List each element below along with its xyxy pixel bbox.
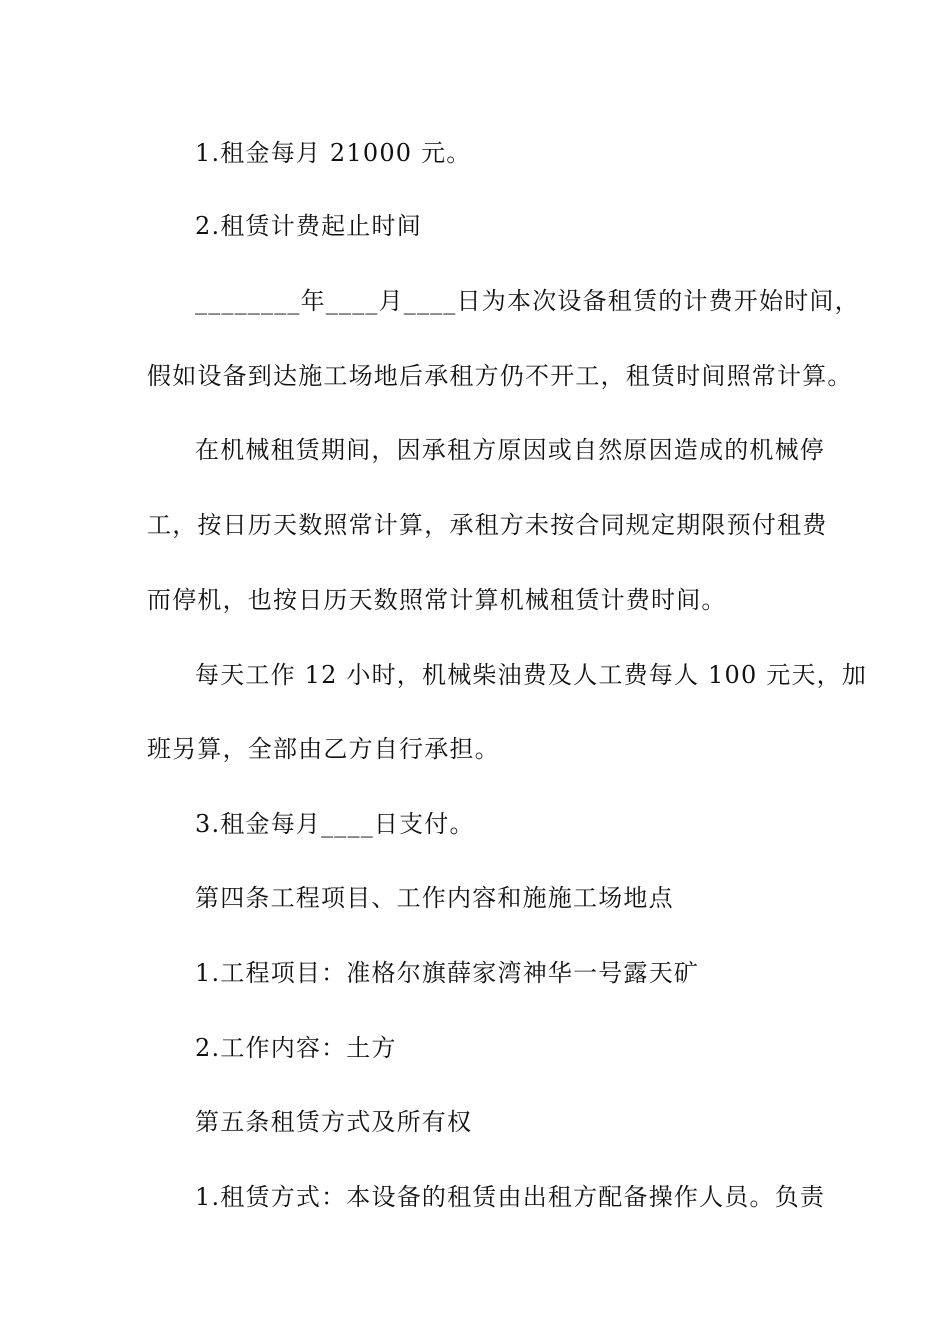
billing-period-heading: 2.租赁计费起止时间 — [195, 212, 422, 240]
lease-method-line: 1.租赁方式：本设备的租赁由出租方配备操作人员。负责 — [195, 1183, 826, 1211]
payment-date-line: 3.租金每月____日支付。 — [195, 810, 475, 838]
billing-start-continuation: 假如设备到达施工场地后承租方仍不开工，租赁时间照常计算。 — [147, 362, 853, 390]
article-five-heading: 第五条租赁方式及所有权 — [195, 1108, 473, 1136]
billing-start-line: ________年____月____日为本次设备租赁的计费开始时间， — [195, 287, 860, 315]
working-hours-line-1: 每天工作 12 小时，机械柴油费及人工费每人 100 元天，加 — [195, 661, 868, 689]
project-name-line: 1.工程项目：准格尔旗薛家湾神华一号露天矿 — [195, 959, 700, 987]
downtime-paragraph-line-3: 而停机，也按日历天数照常计算机械租赁计费时间。 — [147, 586, 727, 614]
work-content-line: 2.工作内容：土方 — [195, 1034, 397, 1062]
article-four-heading: 第四条工程项目、工作内容和施施工场地点 — [195, 884, 674, 912]
downtime-paragraph-line-1: 在机械租赁期间，因承租方原因或自然原因造成的机械停 — [195, 436, 825, 464]
rent-amount-line: 1.租金每月 21000 元。 — [195, 139, 472, 167]
working-hours-line-2: 班另算，全部由乙方自行承担。 — [147, 735, 500, 763]
downtime-paragraph-line-2: 工，按日历天数照常计算，承租方未按合同规定期限预付租费 — [147, 511, 828, 539]
